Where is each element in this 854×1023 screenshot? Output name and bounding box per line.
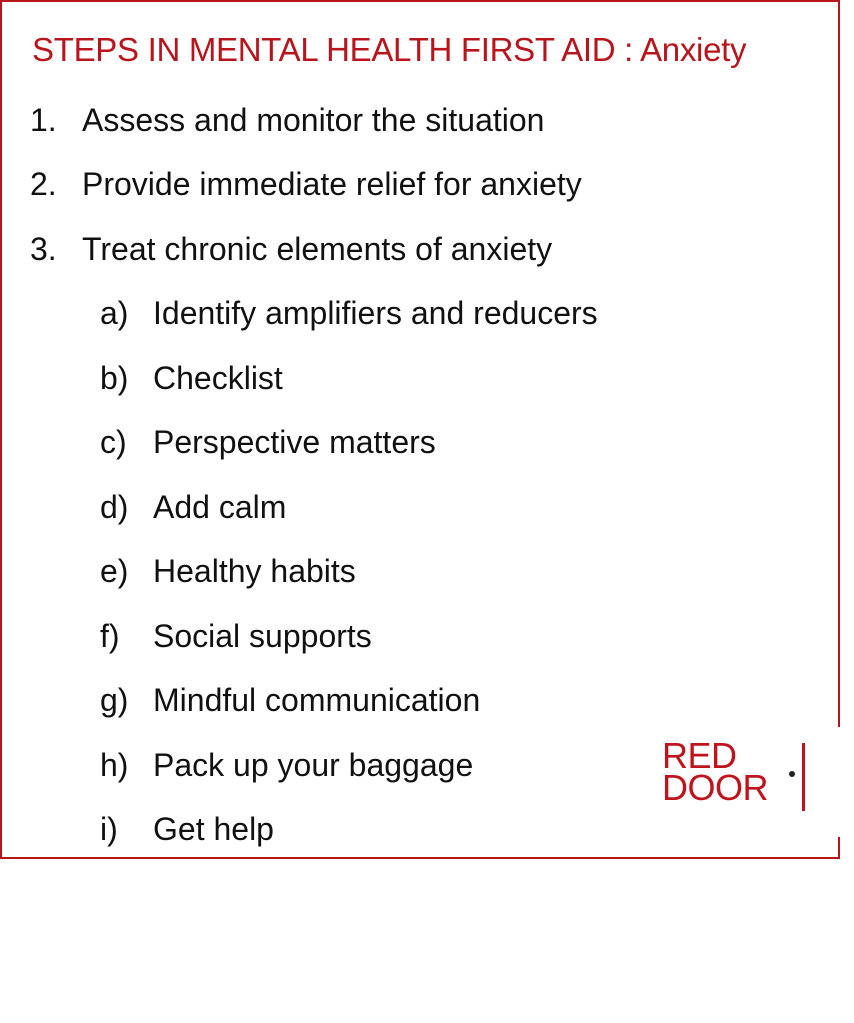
step-label: Assess and monitor the situation: [82, 102, 545, 138]
logo-dot-icon: [789, 771, 795, 777]
substep-letter: e): [100, 553, 129, 589]
logo-line-red: RED: [662, 735, 737, 776]
substep-letter: c): [100, 424, 127, 460]
substep-label: Social supports: [153, 618, 372, 654]
substep-letter: d): [100, 489, 129, 525]
step-number: 3.: [30, 231, 57, 267]
substep-label: Get help: [153, 811, 274, 847]
substep-letter: h): [100, 747, 129, 783]
logo-wordmark: [662, 735, 768, 808]
logo-bar-icon: [802, 743, 805, 811]
step-label: Provide immediate relief for anxiety: [82, 166, 582, 202]
substep-label: Perspective matters: [153, 424, 436, 460]
substep-letter: g): [100, 682, 129, 718]
step-number: 2.: [30, 166, 57, 202]
page-title: STEPS IN MENTAL HEALTH FIRST AID : Anxiety: [32, 31, 747, 68]
step-number: 1.: [30, 102, 57, 138]
substep-label: Add calm: [153, 489, 287, 525]
substep-label: Identify amplifiers and reducers: [153, 295, 598, 331]
logo-line-door: DOOR: [662, 767, 768, 808]
red-door-logo: [630, 727, 840, 837]
substep-label: Mindful communication: [153, 682, 481, 718]
substep-letter: a): [100, 295, 129, 331]
step-label: Treat chronic elements of anxiety: [82, 231, 553, 267]
substep-letter: i): [100, 811, 118, 847]
substep-letter: b): [100, 360, 129, 396]
substep-label: Healthy habits: [153, 553, 356, 589]
substep-label: Checklist: [153, 360, 283, 396]
substep-label: Pack up your baggage: [153, 747, 474, 783]
substep-letter: f): [100, 618, 120, 654]
